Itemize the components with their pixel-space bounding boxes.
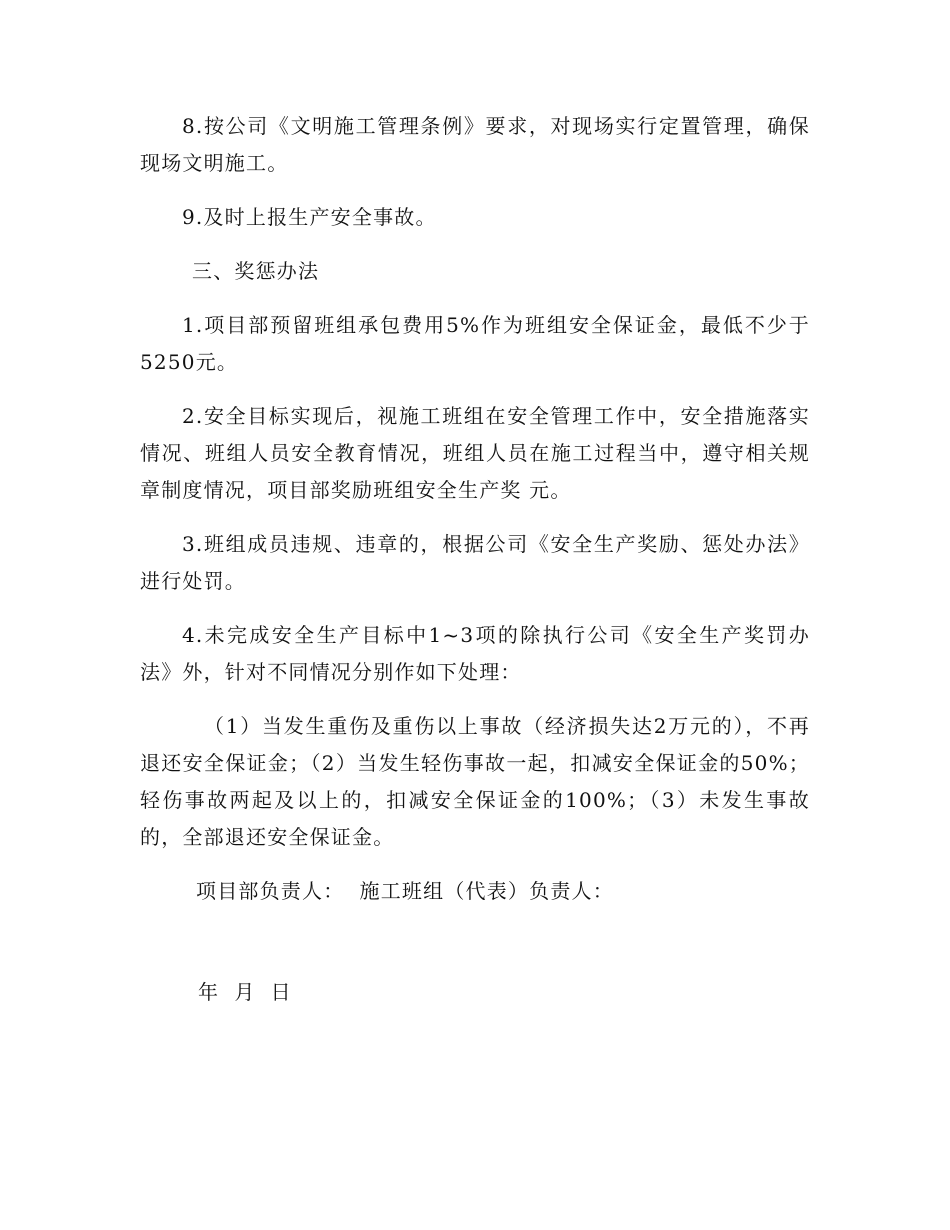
rule-item-4: 4.未完成安全生产目标中1~3项的除执行公司《安全生产奖罚办法》外，针对不同情况分别作如下处理： <box>140 623 810 684</box>
rule-item-2: 2.安全目标实现后，视施工班组在安全管理工作中，安全措施落实情况、班组人员安全教育情况，班组人员在施工过程当中，遵守相关规章制度情况，项目部奖励班组安全生产奖 元。 <box>140 404 810 502</box>
paragraph-item-9: 9.及时上报生产安全事故。 <box>182 205 437 229</box>
date-line: 年 月 日 <box>198 980 292 1004</box>
document-body <box>140 108 810 1011</box>
section-heading: 三、奖惩办法 <box>192 259 320 283</box>
rule-item-1: 1.项目部预留班组承包费用5%作为班组安全保证金，最低不少于5250元。 <box>140 313 810 374</box>
paragraph-item-8: 8.按公司《文明施工管理条例》要求，对现场实行定置管理，确保现场文明施工。 <box>140 114 810 175</box>
penalty-sub-clauses: （1）当发生重伤及重伤以上事故（经济损失达2万元的），不再退还安全保证金；（2）当发生轻伤事故一起，扣减安全保证金的50%；轻伤事故两起及以上的，扣减安全保证金的100%；（3）未发生事故的，全部退还安全保证金。 <box>140 714 810 849</box>
rule-item-3: 3.班组成员违规、违章的，根据公司《安全生产奖励、惩处办法》进行处罚。 <box>140 532 810 593</box>
signature-line: 项目部负责人： 施工班组（代表）负责人： <box>196 879 614 903</box>
